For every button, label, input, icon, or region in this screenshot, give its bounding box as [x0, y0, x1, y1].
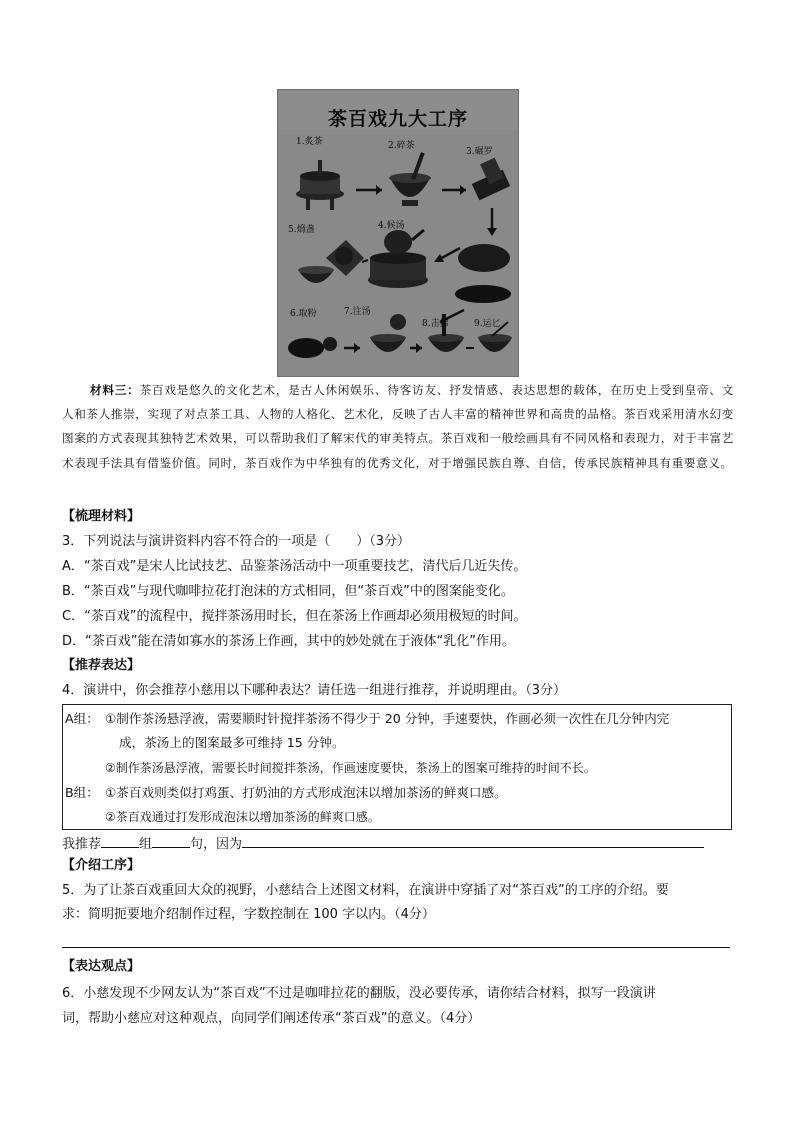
question-5-line2: 求：简明扼要地介绍制作过程，字数控制在 100 字以内。（4分） [62, 907, 435, 922]
step-label: 3.碾罗 [466, 147, 493, 157]
q3-option-c: C．“茶百戏”的流程中，搅拌茶汤用时长，但在茶汤上作画却必须用极短的时间。 [62, 609, 527, 624]
question-4-stem: 4．演讲中，你会推荐小慈用以下哪种表达？请任选一组进行推荐，并说明理由。（3分） [62, 683, 567, 698]
step-label: 1.炙茶 [296, 137, 323, 147]
tea-process-figure [277, 89, 519, 377]
q4-answer-line [62, 833, 704, 854]
question-3-stem: 3．下列说法与演讲资料内容不符合的一项是（ ）（3分） [62, 534, 411, 549]
answer-group-word: 组 [139, 837, 153, 852]
group-a-item2: ②制作茶汤悬浮液，需要长时间搅拌茶汤，作画速度要快，茶汤上的图案可维持的时间不长。 [105, 761, 596, 775]
question-6-line2: 词，帮助小慈应对这种观点，向同学们阐述传承“茶百戏”的意义。（4分） [62, 1011, 481, 1026]
step-label: 4.候汤 [378, 221, 405, 231]
group-blank[interactable] [101, 833, 139, 848]
q3-option-b: B．“茶百戏”与现代咖啡拉花打泡沫的方式相同，但“茶百戏”中的图案能变化。 [62, 584, 514, 599]
figure-title: 茶百戏九大工序 [327, 108, 468, 130]
material-text: 茶百戏是悠久的文化艺术，是古人休闲娱乐、待客访友、抒发情感、表达思想的载体，在历史上受到皇帝、文人和茶人推崇，实现了对点茶工具、人物的人格化、艺术化，反映了古人丰富的精神世界和高贵的品格。茶百戏采用清水幻变图案的方式表现其独特艺术效果，可以帮助我们了解宋代的审美特点。茶百戏和一般绘画具有不同风格和表现力，对于丰富艺术表现手法具有借鉴价值。同时，茶百戏作为中华独有的优秀文化，对于增强民族自尊、自信，传承民族精神具有重要意义。 [62, 383, 734, 470]
answer-prefix: 我推荐 [62, 837, 102, 852]
q3-option-a: A．“茶百戏”是宋人比试技艺、品鉴茶汤活动中一项重要技艺，清代后几近失传。 [62, 559, 527, 574]
expression-options-box [62, 704, 732, 830]
step-label: 7.注汤 [344, 307, 371, 317]
step-label: 2.碎茶 [388, 141, 415, 151]
group-b-item2: ②茶百戏通过打发形成泡沫以增加茶汤的鲜爽口感。 [105, 810, 380, 824]
question-6-line1: 6．小慈发现不少网友认为“茶百戏”不过是咖啡拉花的翻版，没必要传承，请你结合材料，拟写一段演讲 [62, 986, 656, 1001]
answer-reason-word: 句，因为 [190, 837, 243, 852]
material-label: 材料三： [90, 383, 140, 397]
section-heading: 【梳理材料】 [62, 509, 141, 524]
step-label: 9.运匕 [474, 319, 501, 329]
group-b-item1: ①茶百戏则类似打鸡蛋、打奶油的方式形成泡沫以增加茶汤的鲜爽口感。 [105, 785, 507, 800]
step-label: 8.击拂 [422, 319, 449, 329]
step-label: 5.熁盏 [288, 225, 315, 235]
section-heading: 【推荐表达】 [62, 658, 141, 673]
question-5-line1: 5．为了让茶百戏重回大众的视野，小慈结合上述图文材料，在演讲中穿插了对“茶百戏”的工序的介绍。要 [62, 883, 669, 898]
group-a-item1: ①制作茶汤悬浮液，需要顺时针搅拌茶汤不得少于 20 分钟，手速要快，作画必须一次性在几分钟内完 [105, 711, 670, 726]
group-a-item1-cont: 成，茶汤上的图案最多可维持 15 分钟。 [119, 735, 345, 750]
reason-blank[interactable] [242, 833, 704, 848]
q3-option-d: D．“茶百戏”能在清如寡水的茶汤上作画，其中的妙处就在于液体“乳化”作用。 [62, 634, 515, 649]
group-a-label: A组： [65, 711, 99, 726]
sentence-blank[interactable] [152, 833, 190, 848]
step-label: 6.取粉 [290, 309, 317, 319]
section-heading: 【表达观点】 [62, 959, 141, 974]
material-three-paragraph [62, 378, 734, 475]
section-heading: 【介绍工序】 [62, 858, 141, 873]
group-b-label: B组： [65, 785, 99, 800]
answer-line[interactable] [62, 947, 730, 948]
